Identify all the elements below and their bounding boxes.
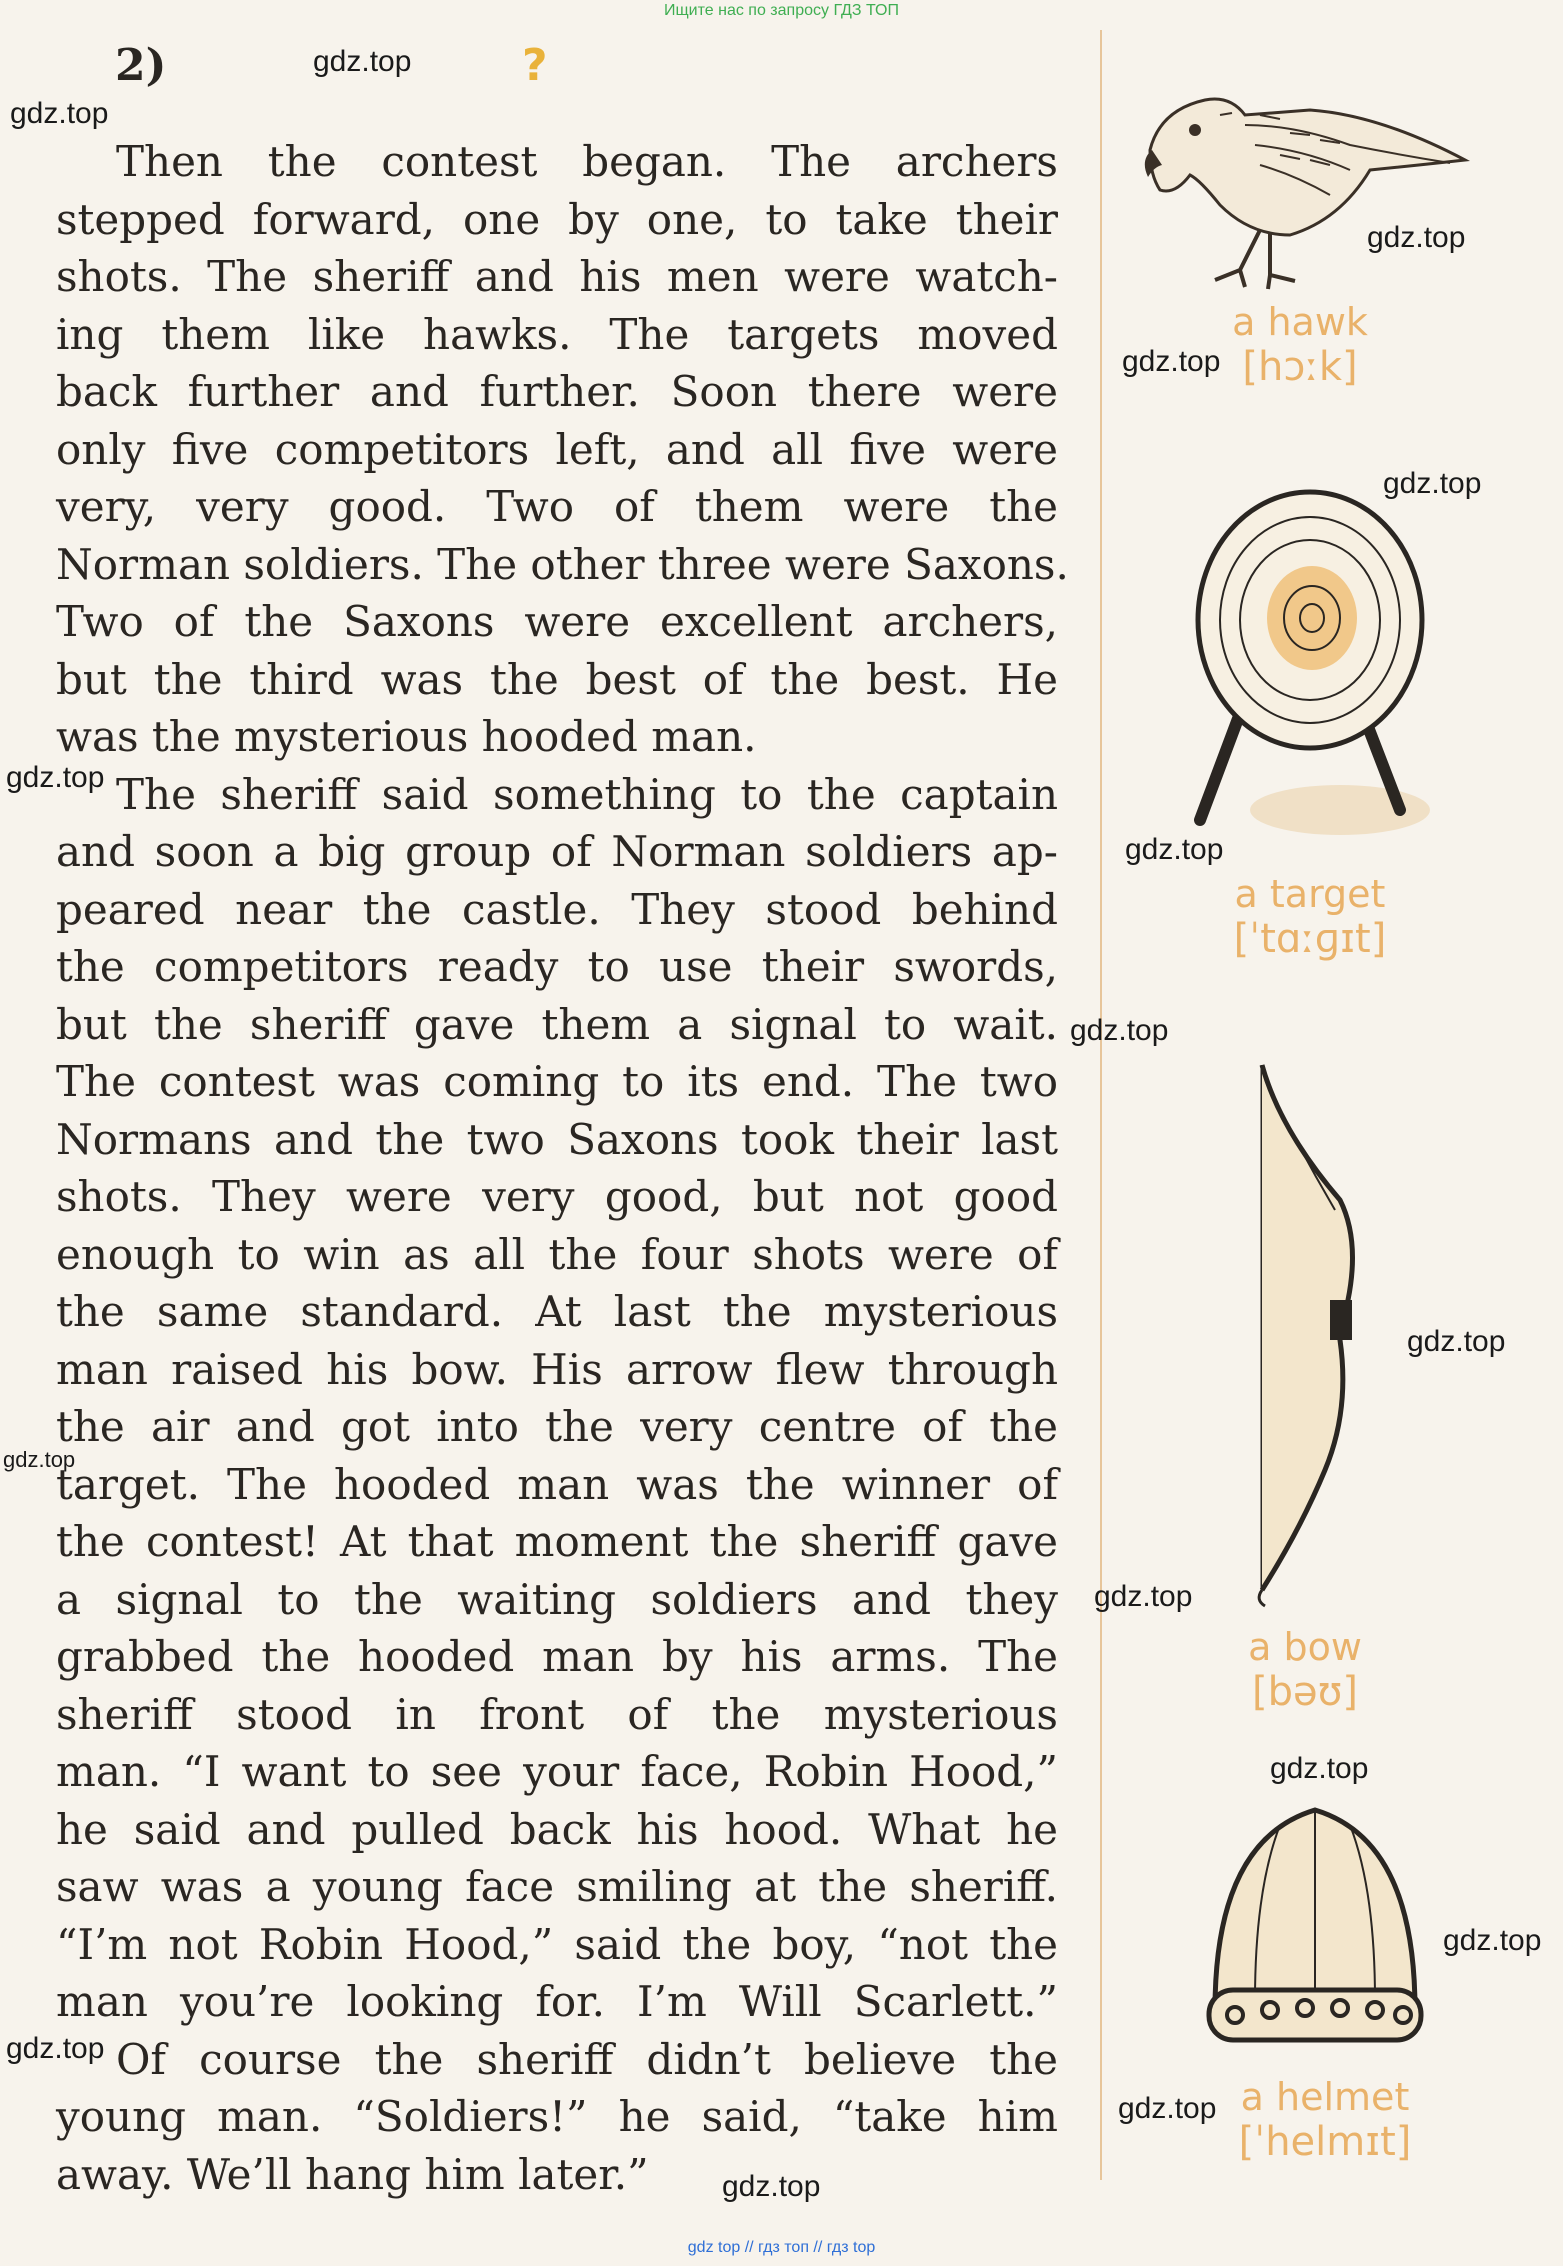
story-line: shots. The sheriff and his men were watch-	[56, 252, 1058, 301]
story-line: the same standard. At last the mysterious	[56, 1287, 1058, 1336]
story-line: Normans and the two Saxons took their last	[56, 1114, 1058, 1164]
story-line: the contest! At that moment the sheriff gave	[56, 1517, 1058, 1566]
watermark: gdz.top	[3, 1447, 76, 1472]
story-line: target. The hooded man was the winner of	[56, 1459, 1058, 1509]
footer-watermark: gdz top // гдз топ // гдз top	[687, 2239, 876, 2256]
story-line: very, very good. Two of them were the	[56, 482, 1058, 531]
helmet-caption	[1225, 2075, 1425, 2165]
story-line: back further and further. Soon there were	[56, 367, 1058, 416]
hawk-word: a hawk	[1232, 300, 1368, 344]
watermark: gdz.top	[1125, 833, 1224, 866]
story-line: man. “I want to see your face, Robin Hood,”	[56, 1747, 1058, 1796]
helmet-icon	[1195, 1800, 1435, 2060]
story-line: “I’m not Robin Hood,” said the boy, “not the	[56, 1919, 1058, 1969]
target-icon	[1160, 480, 1450, 840]
story-line: enough to win as all the four shots were of	[56, 1229, 1058, 1279]
watermark: gdz.top	[1118, 2092, 1217, 2125]
watermark: gdz.top	[6, 2032, 105, 2065]
story-line: sheriff stood in front of the mysterious	[56, 1689, 1058, 1739]
story-line: peared near the castle. They stood behind	[56, 884, 1058, 934]
watermark: gdz.top	[1122, 345, 1221, 378]
watermark: gdz.top	[313, 45, 412, 78]
watermark: gdz.top	[1270, 1752, 1369, 1785]
helmet-word: a helmet	[1240, 2075, 1410, 2119]
story-line: The sheriff said something to the captain	[116, 769, 1058, 819]
hawk-icon	[1120, 55, 1480, 295]
question-mark-icon: ?	[522, 40, 548, 91]
bow-caption	[1210, 1625, 1400, 1715]
watermark: gdz.top	[1407, 1325, 1506, 1358]
column-divider	[1100, 30, 1102, 2180]
story-line: Norman soldiers. The other three were Saxons.	[56, 539, 1069, 589]
story-line: The contest was coming to its end. The two	[56, 1057, 1058, 1106]
bow-icon	[1240, 1050, 1380, 1610]
story-line: the competitors ready to use their swords,	[56, 942, 1058, 991]
story-line: ing them like hawks. The targets moved	[56, 309, 1058, 359]
top-banner: Ищите нас по запросу ГДЗ ТОП	[664, 2, 899, 19]
story-line: Two of the Saxons were excellent archers,	[56, 597, 1058, 646]
exercise-number: 2)	[115, 40, 167, 91]
hawk-caption	[1200, 300, 1400, 390]
story-line: a signal to the waiting soldiers and they	[56, 1574, 1058, 1624]
watermark: gdz.top	[6, 761, 105, 794]
bow-word: a bow	[1248, 1625, 1362, 1669]
watermark: gdz.top	[1094, 1580, 1193, 1613]
story-line: only five competitors left, and all five were	[56, 424, 1058, 474]
story-text	[56, 133, 1069, 2203]
watermark: gdz.top	[1367, 221, 1466, 254]
story-line: man you’re looking for. I’m Will Scarlett.”	[56, 1977, 1058, 2026]
watermark: gdz.top	[722, 2170, 821, 2203]
story-line: shots. They were very good, but not good	[56, 1172, 1058, 1221]
watermark: gdz.top	[10, 97, 109, 130]
bow-transcription: [bəʊ]	[1252, 1669, 1358, 1715]
target-transcription: [ˈtɑːɡɪt]	[1233, 916, 1387, 962]
story-line: but the sheriff gave them a signal to wait.	[56, 999, 1058, 1049]
story-line: young man. “Soldiers!” he said, “take him	[56, 2092, 1058, 2141]
watermark: gdz.top	[1070, 1014, 1169, 1047]
story-line: away. We’ll hang him later.”	[56, 2149, 649, 2199]
watermark: gdz.top	[1383, 467, 1482, 500]
story-line: Of course the sheriff didn’t believe the	[116, 2034, 1058, 2084]
story-line: grabbed the hooded man by his arms. The	[56, 1632, 1058, 1681]
target-word: a target	[1234, 872, 1386, 916]
story-line: Then the contest began. The archers	[116, 137, 1058, 186]
target-caption	[1200, 872, 1420, 962]
story-line: the air and got into the very centre of the	[56, 1402, 1058, 1451]
story-line: stepped forward, one by one, to take their	[56, 194, 1058, 244]
story-line: and soon a big group of Norman soldiers ap-	[56, 827, 1058, 876]
watermark: gdz.top	[1443, 1924, 1542, 1957]
hawk-transcription: [hɔːk]	[1242, 344, 1358, 390]
story-line: he said and pulled back his hood. What he	[56, 1804, 1058, 1854]
story-line: was the mysterious hooded man.	[56, 712, 757, 761]
story-line: man raised his bow. His arrow flew through	[56, 1344, 1058, 1394]
story-line: saw was a young face smiling at the sheriff.	[56, 1862, 1058, 1911]
story-line: but the third was the best of the best. He	[56, 654, 1058, 704]
helmet-transcription: [ˈhelmɪt]	[1238, 2119, 1412, 2165]
